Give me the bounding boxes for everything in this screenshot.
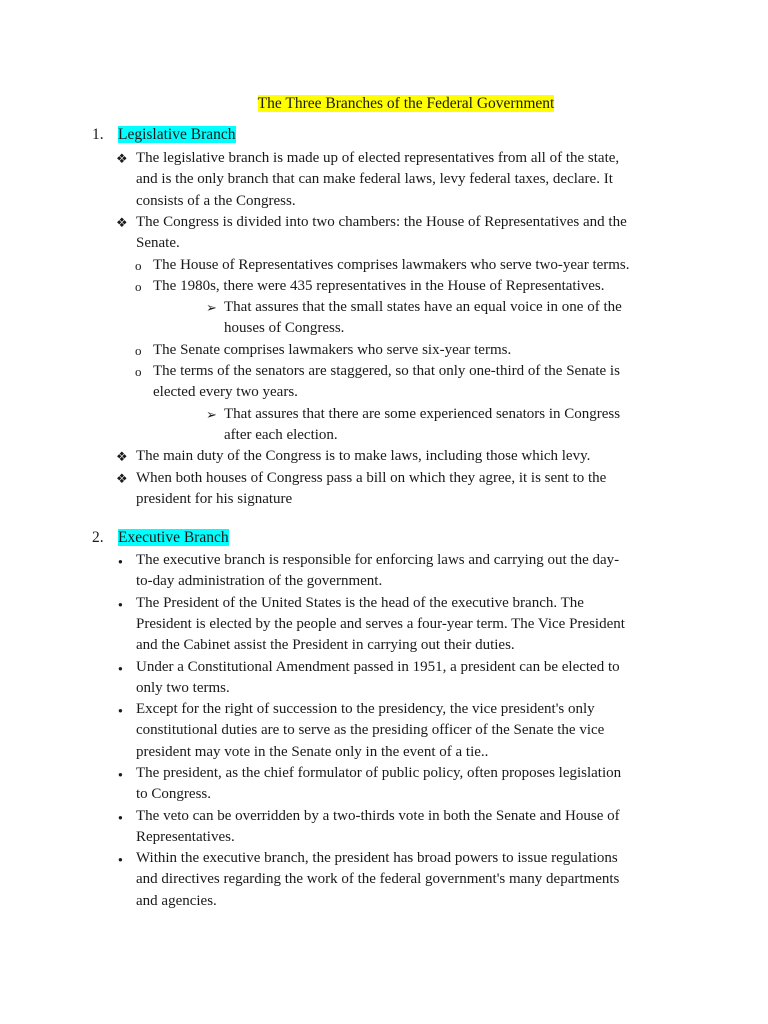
list-item-line: and agencies. [136,892,217,909]
list-item-line: The veto can be overridden by a two-thirds vote in both the Senate and House of [136,807,620,824]
section-number: 1. [92,126,104,143]
list-item-line: President is elected by the people and serves a four-year term. The Vice President [136,615,625,632]
list-item-line: Within the executive branch, the president has broad powers to issue regulations [136,850,618,867]
diamond-bullet-icon: ❖ [116,470,128,486]
list-item-line: The Senate comprises lawmakers who serve six-year terms. [153,341,512,358]
list-item-line: to-day administration of the government. [136,573,383,590]
section-heading-legislative [92,125,236,145]
list-item-line: The terms of the senators are staggered, so that only one-third of the Senate is [153,363,620,379]
circle-bullet-icon: o [135,364,142,379]
round-bullet-icon: ● [118,855,123,865]
round-bullet-icon: ● [118,663,123,673]
list-item-line: to Congress. [136,786,211,803]
list-item-line: The Congress is divided into two chambers: the House of Representatives and the [136,213,627,230]
list-item-line: The executive branch is responsible for enforcing laws and carrying out the day- [136,552,620,568]
list-item-line: after each election. [224,426,338,443]
list-item-line: The 1980s, there were 435 representatives in the House of Representatives. [153,277,605,294]
list-item-line: When both houses of Congress pass a bill on which they agree, it is sent to the [136,469,607,486]
list-item-line: and directives regarding the work of the federal government's many departments [136,871,620,888]
circle-bullet-icon: o [135,257,142,273]
document-title [0,94,768,114]
round-bullet-icon: ● [118,599,123,609]
list-item-line: Senate. [136,235,180,252]
circle-bullet-icon: o [135,278,142,294]
section-title: Executive Branch [118,529,229,546]
diamond-bullet-icon: ❖ [116,214,128,230]
list-item-line: and is the only branch that can make federal laws, levy federal taxes, declare. It [136,171,613,188]
list-item-line: and the Cabinet assist the President in carrying out their duties. [136,637,515,654]
list-item-line: The legislative branch is made up of elected representatives from all of the state, [136,150,620,166]
arrow-bullet-icon: ➢ [206,406,217,422]
round-bullet-icon: ● [118,706,123,716]
list-item-line: elected every two years. [153,384,298,401]
list-item-line: consists of a the Congress. [136,192,296,209]
diamond-bullet-icon: ❖ [116,449,128,465]
list-item-line: president for his signature [136,490,293,507]
list-item-line: Except for the right of succession to the presidency, the vice president's only [136,701,595,718]
list-item-line: That assures that there are some experienced senators in Congress [224,405,621,422]
list-item-line: president may vote in the Senate only in the event of a tie.. [136,743,489,760]
diamond-bullet-icon: ❖ [116,151,128,166]
round-bullet-icon: ● [118,770,123,779]
section-heading-executive [92,528,229,548]
list-item-line: The president, as the chief formulator of public policy, often proposes legislation [136,765,622,781]
list-item-line: Representatives. [136,828,235,845]
circle-bullet-icon: o [135,342,142,358]
list-item-line: houses of Congress. [224,320,345,337]
round-bullet-icon: ● [118,812,123,822]
list-item-line: The main duty of the Congress is to make laws, including those which levy. [136,448,591,465]
round-bullet-icon: ● [118,557,123,566]
list-item-line: The House of Representatives comprises lawmakers who serve two-year terms. [153,256,630,273]
list-item-line: constitutional duties are to serve as the presiding officer of the Senate the vice [136,722,605,739]
section-title: Legislative Branch [118,126,236,143]
list-item-line: That assures that the small states have an equal voice in one of the [224,299,622,316]
list-item-line: Under a Constitutional Amendment passed in 1951, a president can be elected to [136,658,620,675]
section-number: 2. [92,529,104,546]
list-item-line: The President of the United States is the head of the executive branch. The [136,594,584,611]
list-item-line: only two terms. [136,679,230,696]
arrow-bullet-icon: ➢ [206,300,217,316]
title-highlight: The Three Branches of the Federal Government [257,95,555,112]
